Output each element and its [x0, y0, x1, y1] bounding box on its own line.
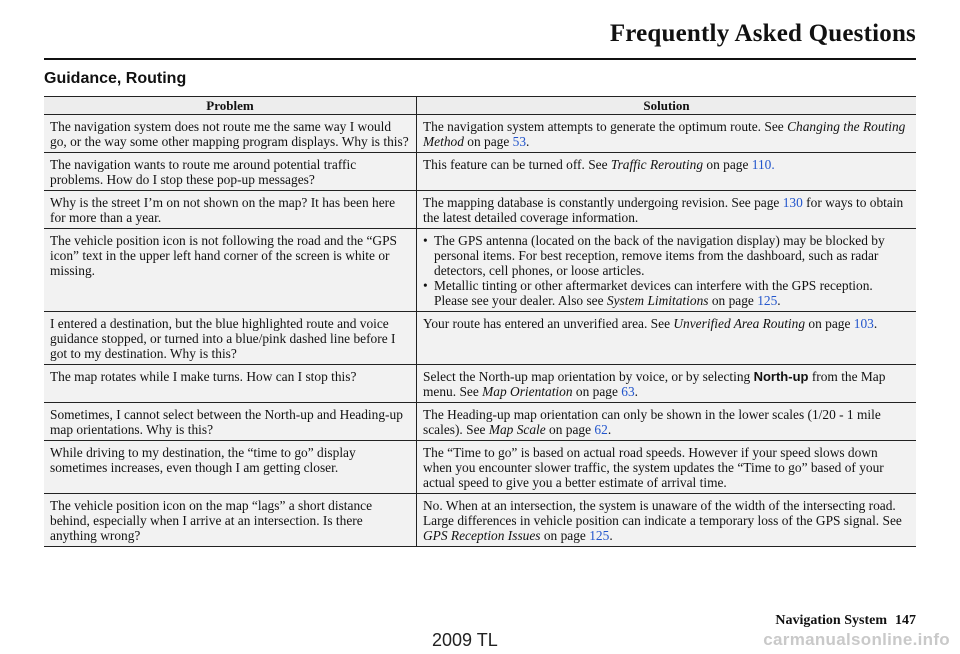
solution-text: .	[873, 316, 878, 331]
table-row	[44, 153, 916, 191]
solution-text: on page	[540, 528, 590, 543]
solution-text: on page	[708, 293, 758, 308]
problem-cell: The navigation system does not route me the same way I would go, or the way some other mapping program displays. Why is this?	[44, 115, 417, 153]
problem-cell: Why is the street I’m on not shown on the map? It has been here for more than a year.	[44, 191, 417, 229]
watermark-site: carmanualsonline.info	[763, 630, 950, 649]
solution-text: Select the North-up map orientation by voice, or by selecting	[423, 369, 754, 384]
solution-cell	[417, 403, 917, 441]
page-reference-link[interactable]: 110.	[751, 157, 775, 172]
table-row	[44, 365, 916, 403]
page-reference-link[interactable]: 125	[757, 293, 778, 308]
faq-table-body	[44, 115, 916, 547]
table-row	[44, 115, 916, 153]
solution-text: This feature can be turned off. See	[423, 157, 611, 172]
solution-text: on page	[703, 157, 752, 172]
solution-text: .	[634, 384, 638, 399]
page-reference-link[interactable]: 103	[853, 316, 874, 331]
table-row	[44, 494, 916, 547]
problem-cell: The vehicle position icon on the map “lags” a short distance behind, especially when I arrive at an intersection. Is there anything wrong?	[44, 494, 417, 547]
page-reference-link[interactable]: 130	[782, 195, 803, 210]
section-reference: System Limitations	[606, 293, 709, 308]
solution-text: No. When at an intersection, the system is unaware of the width of the intersecting road. Large differences in vehicle position can indicate a temporary loss of the GPS signal. See	[423, 498, 902, 528]
solution-text: from the Map menu. See	[423, 369, 886, 399]
solution-text: The navigation system attempts to generate the optimum route. See	[423, 119, 788, 134]
table-header-row	[44, 97, 916, 115]
watermark-model: 2009 TL	[432, 630, 498, 650]
solution-text: Your route has entered an unverified area. See	[423, 316, 674, 331]
solution-text: The “Time to go” is based on actual road speeds. However if your speed slows down when you encounter slower traffic, the system updates the “Time to go” based of your actual speed to give you a better estimate of arrival time.	[423, 445, 884, 490]
solution-cell	[417, 312, 917, 365]
footer	[775, 613, 916, 629]
watermark	[0, 630, 960, 654]
solution-text: for ways to obtain the latest detailed coverage information.	[423, 195, 904, 225]
section-reference: Map Scale	[488, 422, 546, 437]
table-row	[44, 441, 916, 494]
page-number: 147	[895, 613, 916, 628]
problem-cell: The map rotates while I make turns. How can I stop this?	[44, 365, 417, 403]
page-reference-link[interactable]: 62	[594, 422, 608, 437]
solution-cell	[417, 441, 917, 494]
page-reference-link[interactable]: 53	[512, 134, 527, 149]
column-header-problem: Problem	[44, 97, 417, 115]
section-reference: Unverified Area Routing	[673, 316, 806, 331]
section-reference: Changing the Routing Method	[423, 119, 906, 149]
table-row	[44, 312, 916, 365]
solution-bullet-list	[423, 233, 910, 308]
section-title: Guidance, Routing	[44, 70, 187, 87]
problem-cell: While driving to my destination, the “time to go” display sometimes increases, even though I am getting closer.	[44, 441, 417, 494]
solution-text: .	[607, 422, 612, 437]
solution-cell	[417, 365, 917, 403]
footer-label: Navigation System	[775, 613, 887, 628]
section-reference: GPS Reception Issues	[423, 528, 541, 543]
solution-cell	[417, 115, 917, 153]
solution-text: The Heading-up map orientation can only be shown in the lower scales (1/20 - 1 mile scales). See	[423, 407, 881, 437]
solution-text: The GPS antenna (located on the back of the navigation display) may be blocked by personal items. For best reception, remove items from the dashboard, such as radar detectors, cell phones, or loose articles.	[434, 233, 885, 278]
header-divider	[44, 58, 916, 60]
solution-cell	[417, 229, 917, 312]
solution-cell	[417, 494, 917, 547]
solution-text: on page	[805, 316, 854, 331]
solution-cell	[417, 153, 917, 191]
solution-text: .	[526, 134, 530, 149]
solution-text: .	[609, 528, 613, 543]
problem-cell: The navigation wants to route me around potential traffic problems. How do I stop these pop-up messages?	[44, 153, 417, 191]
column-header-solution: Solution	[417, 97, 917, 115]
section-reference: Traffic Rerouting	[610, 157, 704, 172]
section-reference: Map Orientation	[482, 384, 573, 399]
solution-text: on page	[572, 384, 622, 399]
solution-text: The mapping database is constantly undergoing revision. See page	[423, 195, 783, 210]
solution-cell	[417, 191, 917, 229]
problem-cell: Sometimes, I cannot select between the North-up and Heading-up map orientations. Why is this?	[44, 403, 417, 441]
table-row	[44, 229, 916, 312]
solution-bullet-item	[423, 278, 910, 308]
solution-text: on page	[545, 422, 595, 437]
page-reference-link[interactable]: 63	[621, 384, 635, 399]
page-reference-link[interactable]: 125	[589, 528, 610, 543]
faq-table	[44, 96, 916, 547]
table-row	[44, 191, 916, 229]
solution-text: .	[777, 293, 781, 308]
problem-cell: The vehicle position icon is not following the road and the “GPS icon” text in the upper left hand corner of the screen is white or missing.	[44, 229, 417, 312]
solution-text: on page	[463, 134, 513, 149]
page-title: Frequently Asked Questions	[609, 20, 916, 47]
ui-button-name: North-up	[753, 369, 809, 384]
table-row	[44, 403, 916, 441]
solution-bullet-item	[423, 233, 910, 278]
solution-text: Metallic tinting or other aftermarket devices can interfere with the GPS reception. Please see your dealer. Also see	[434, 278, 873, 308]
problem-cell: I entered a destination, but the blue highlighted route and voice guidance stopped, or turned into a blue/pink dashed line before I got to my destination. Why is this?	[44, 312, 417, 365]
